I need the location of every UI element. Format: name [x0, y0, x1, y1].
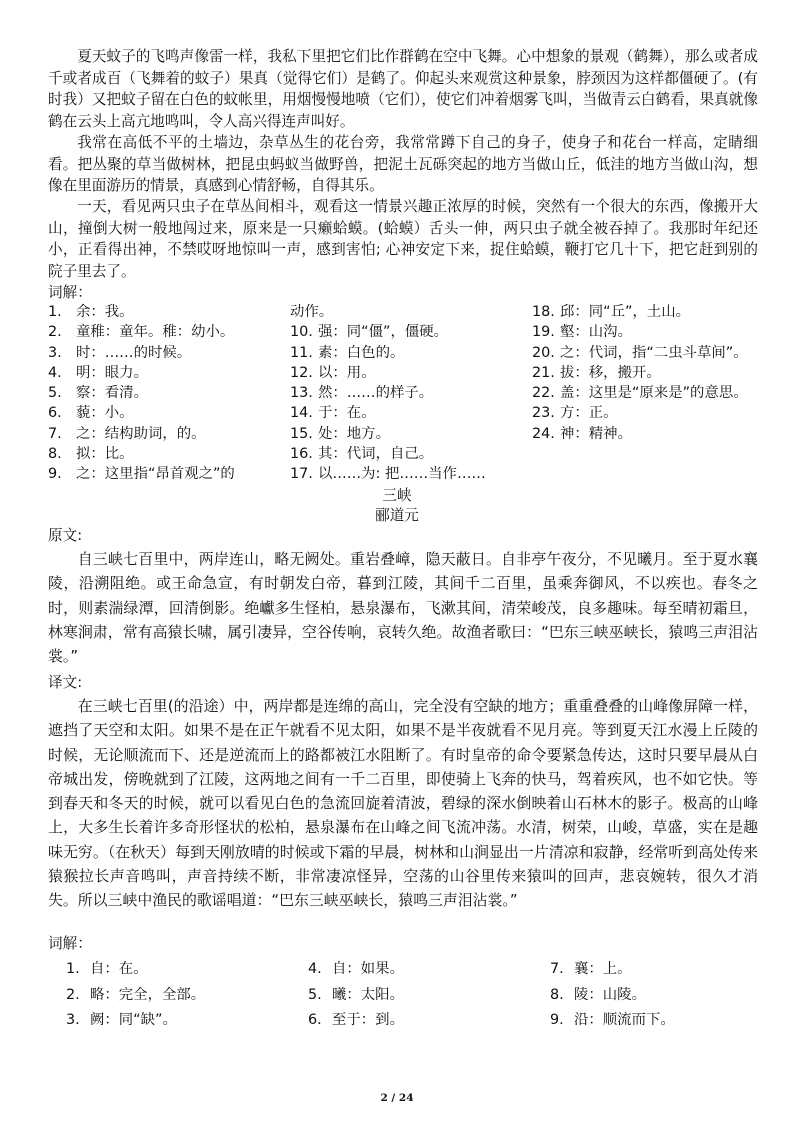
gloss-text: 于：在。: [318, 405, 376, 422]
gloss-text: 神：精神。: [560, 425, 632, 442]
gloss-text: 盖：这里是“原来是”的意思。: [560, 385, 748, 402]
gloss-item: [550, 983, 760, 1009]
gloss-text: 沿：顺流而下。: [574, 1012, 675, 1028]
gloss-number: 4.: [308, 961, 322, 977]
gloss-item: [48, 383, 273, 403]
gloss-number: 9.: [48, 466, 62, 483]
gloss-text: 壑：山沟。: [560, 324, 632, 341]
gloss-text: 余：我。: [76, 304, 134, 320]
gloss-item: [532, 424, 754, 444]
gloss-number: 8.: [550, 986, 564, 1003]
gloss-text: 曦：太阳。: [332, 986, 404, 1003]
gloss-number: 20.: [532, 344, 555, 361]
gloss-item: [532, 322, 754, 342]
gloss-text: 陵：山陵。: [574, 986, 646, 1003]
gloss-item: [532, 363, 754, 383]
gloss-text: 童稚：童年。稚：幼小。: [76, 324, 235, 341]
gloss-number: 24.: [532, 425, 555, 442]
gloss-number: 17.: [290, 466, 313, 483]
gloss-number: 3.: [48, 344, 62, 361]
gloss-item: [290, 403, 510, 423]
gloss-item: [48, 343, 273, 363]
gloss-item: [532, 403, 754, 423]
page-number: 2 / 24: [380, 1092, 414, 1104]
gloss-number: 3.: [66, 1012, 80, 1028]
gloss-text: 之：这里指“昂首观之”的: [76, 466, 235, 483]
gloss-text: 邱：同“丘”，土山。: [560, 304, 691, 320]
gloss-text: 方：正。: [560, 405, 618, 422]
gloss-label-2: 词解：: [48, 935, 92, 952]
gloss-number: 5.: [308, 986, 322, 1003]
gloss-item: [48, 403, 273, 423]
gloss-label: 词解：: [48, 284, 92, 301]
original-label: 原文:: [48, 527, 83, 544]
gloss-number: 12.: [290, 364, 313, 381]
gloss-item: [48, 363, 273, 383]
gloss-text: 至于：到。: [332, 1012, 404, 1028]
gloss-text: 之：结构助词，的。: [76, 425, 206, 442]
gloss-item: [290, 383, 510, 403]
gloss-item: [532, 343, 754, 363]
gloss2-column-1: [66, 957, 286, 1034]
gloss-item: [532, 383, 754, 403]
gloss-text: 以……为: 把……当作……: [318, 466, 486, 483]
gloss-text: 襄：上。: [574, 961, 632, 977]
gloss-text: 以：用。: [318, 364, 376, 381]
paragraph-flower-bed: 我常在高低不平的土墙边，杂草丛生的花台旁，我常常蹲下自己的身子，使身子和花台一样高，定睛细看。把丛聚的草当做树林，把昆虫蚂蚁当做野兽，把泥土瓦砾突起的地方当做山丘，低洼的地方当做山沟，想像在里面游历的情景，真感到心情舒畅，自得其乐。: [48, 134, 758, 194]
gloss2-column-2: [308, 957, 528, 1034]
gloss-item: [308, 983, 528, 1009]
gloss-text: 略：完全，全部。: [90, 986, 206, 1003]
gloss-number: 21.: [532, 364, 555, 381]
gloss-number: 11.: [290, 344, 313, 361]
article-title: 三峡: [382, 487, 412, 504]
gloss-text: 时：……的时候。: [76, 344, 192, 361]
gloss-number: 13.: [290, 385, 313, 402]
paragraph-toad: 一天，看见两只虫子在草丛间相斗，观看这一情景兴趣正浓厚的时候，突然有一个很大的东西，像搬开大山，撞倒大树一般地闯过来，原来是一只癞蛤蟆。(蛤蟆）舌头一伸，两只虫子就全被吞掉了。我那时年纪还小，正看得出神，不禁哎呀地惊叫一声，感到害怕; 心神安定下来，捉住蛤蟆，鞭打它几十下，把它赶到别的院子里去了。: [48, 198, 758, 280]
gloss-text: 拟：比。: [76, 446, 134, 463]
gloss-text: 然：……的样子。: [318, 385, 434, 402]
translation-label: 译文:: [48, 674, 83, 691]
gloss-text: 阙：同“缺”。: [90, 1012, 177, 1028]
gloss-text: 之：代词，指“二虫斗草间”。: [560, 344, 748, 361]
gloss-number: 8.: [48, 446, 62, 463]
gloss-item: [290, 464, 510, 484]
gloss-number: 1.: [48, 304, 62, 320]
gloss-text: 素：白色的。: [318, 344, 405, 361]
gloss-item: [48, 444, 273, 464]
gloss-number: 6.: [308, 1012, 322, 1028]
gloss-item: [290, 343, 510, 363]
gloss-item: [48, 464, 273, 484]
gloss-number: 4.: [48, 364, 62, 381]
gloss-number: 9.: [550, 1012, 564, 1028]
gloss-item: [66, 957, 286, 983]
gloss-item: [48, 302, 273, 322]
gloss-number: 6.: [48, 405, 62, 422]
gloss-number: 16.: [290, 446, 313, 463]
gloss-item: [308, 1008, 528, 1034]
gloss-item: [290, 444, 510, 464]
gloss-text: 自：在。: [90, 961, 148, 977]
gloss-number: 22.: [532, 385, 555, 402]
article-author: 郦道元: [375, 507, 419, 524]
gloss-item: [290, 322, 510, 342]
gloss-number: 2.: [66, 986, 80, 1003]
gloss-number: 23.: [532, 405, 555, 422]
gloss-list-2: [48, 957, 758, 1037]
gloss-number: 15.: [290, 425, 313, 442]
gloss-text: 明：眼力。: [76, 364, 148, 381]
gloss-item: [550, 957, 760, 983]
gloss-number: 19.: [532, 324, 555, 341]
gloss-number: 2.: [48, 324, 62, 341]
gloss-text: 藐：小。: [76, 405, 134, 422]
gloss-list-1: [48, 302, 758, 492]
gloss-continuation: 动作。: [290, 304, 334, 320]
gloss-column-1: [48, 302, 273, 485]
gloss-item: [48, 322, 273, 342]
gloss-text: 拔：移，搬开。: [560, 364, 661, 381]
gloss-number: 7.: [550, 961, 564, 977]
gloss-item: [290, 424, 510, 444]
original-text: 自三峡七百里中，两岸连山，略无阙处。重岩叠嶂，隐天蔽日。自非亭午夜分，不见曦月。至于夏水襄陵，沿溯阻绝。或王命急宣，有时朝发白帝，暮到江陵，其间千二百里，虽乘奔御风，不以疾也。春冬之时，则素湍绿潭，回清倒影。绝巘多生怪柏，悬泉瀑布，飞漱其间，清荣峻茂，良多趣味。每至晴初霜旦，林寒涧肃，常有高猿长啸，属引凄异，空谷传响，哀转久绝。故渔者歌曰：“巴东三峡巫峡长，猿鸣三声泪沾裳。”: [48, 550, 758, 666]
gloss2-column-3: [550, 957, 760, 1034]
gloss-number: 5.: [48, 385, 62, 402]
gloss-item: [66, 983, 286, 1009]
gloss-text: 强：同“僵”，僵硬。: [318, 324, 449, 341]
gloss-number: 14.: [290, 405, 313, 422]
gloss-item: [290, 363, 510, 383]
gloss-text: 其：代词，自己。: [318, 446, 434, 463]
paragraph-mosquitoes: 夏天蚊子的飞鸣声像雷一样，我私下里把它们比作群鹤在空中飞舞。心中想象的景观（鹤舞），那么或者成千或者成百（飞舞着的蚊子）果真（觉得它们）是鹤了。仰起头来观赏这种景象，脖颈因为这样都僵硬了。(有时我）又把蚊子留在白色的蚊帐里，用烟慢慢地喷（它们），使它们冲着烟雾飞叫，当做青云白鹤看，果真就像鹤在云头上高亢地鸣叫，令人高兴得连声叫好。: [48, 48, 758, 130]
gloss-number: 10.: [290, 324, 313, 341]
gloss-number: 18.: [532, 304, 555, 320]
gloss-item: [48, 424, 273, 444]
translation-text: 在三峡七百里(的沿途）中，两岸都是连绵的高山，完全没有空缺的地方；重重叠叠的山峰像屏障一样，遮挡了天空和太阳。如果不是在正午就看不见太阳，如果不是半夜就看不见月亮。等到夏天江水漫上丘陵的时候，无论顺流而下、还是逆流而上的路都被江水阻断了。有时皇帝的命令要紧急传达，这时只要早晨从白帝城出发，傍晚就到了江陵，这两地之间有一千二百里，即使骑上飞奔的快马，驾着疾风，也不如它快。等到春天和冬天的时候，就可以看见白色的急流回旋着清波，碧绿的深水倒映着山石林木的影子。极高的山峰上，大多生长着许多奇形怪状的松柏，悬泉瀑布在山峰之间飞流冲荡。水清，树荣，山峻，草盛，实在是趣味无穷。（在秋天）每到天刚放晴的时候或下霜的早晨，树林和山涧显出一片清凉和寂静，经常听到高处传来猿猴拉长声音鸣叫，声音持续不断，非常凄凉怪异，空荡的山谷里传来猿叫的回声，悲哀婉转，很久才消失。所以三峡中渔民的歌谣唱道：“巴东三峡巫峡长，猿鸣三声泪沾裳。”: [48, 697, 758, 910]
gloss-item: [308, 957, 528, 983]
gloss-number: 1.: [66, 961, 80, 977]
gloss-text: 察：看清。: [76, 385, 148, 402]
gloss-item: [550, 1008, 760, 1034]
gloss-text: 自：如果。: [332, 961, 404, 977]
gloss-item: [532, 302, 754, 322]
gloss-item: [66, 1008, 286, 1034]
gloss-text: 处：地方。: [318, 425, 390, 442]
gloss-column-3: [532, 302, 754, 444]
gloss-number: 7.: [48, 425, 62, 442]
gloss-column-2: [290, 302, 510, 485]
